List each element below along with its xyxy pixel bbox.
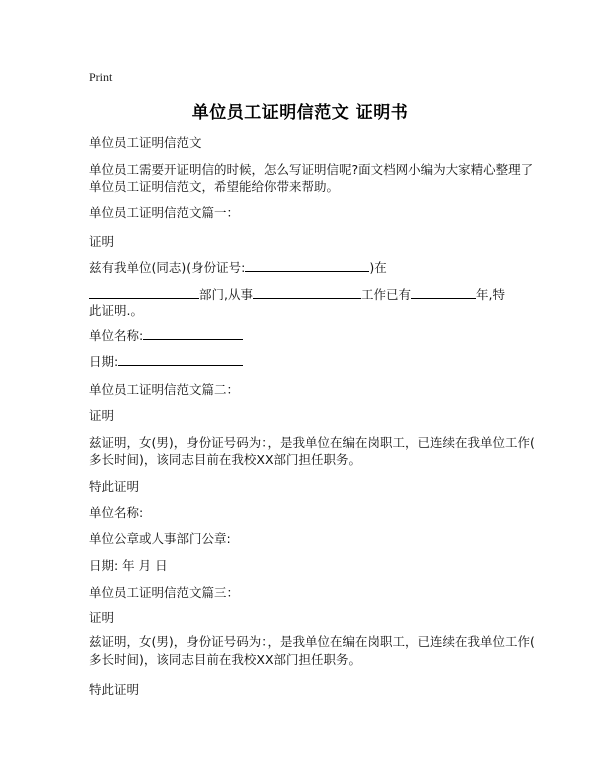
date-blank [118, 352, 243, 366]
line-2-text-c: 年,特 [476, 287, 505, 302]
intro-line-2: 单位员工证明信范文，希望能给你带来帮助。 [89, 179, 340, 194]
section-2-heading: 单位员工证明信范文篇二： [89, 382, 240, 397]
date-label: 日期: [89, 354, 119, 369]
section-1-date [89, 352, 519, 371]
department-blank [89, 285, 199, 299]
line-2-text-a: 部门,从事 [199, 287, 253, 302]
section-3-body-line-1: 兹证明，女(男)，身份证号码为：，是我单位在编在岗职工，已连续在我单位工作( [89, 634, 535, 649]
intro-heading: 单位员工证明信范文 [89, 135, 202, 150]
section-1-line-3: 此证明.。 [89, 303, 143, 318]
section-2-stamp: 单位公章或人事部门公章: [89, 531, 231, 546]
section-1-heading: 单位员工证明信范文篇一： [89, 205, 240, 220]
section-2-unit-name: 单位名称: [89, 505, 144, 520]
section-1-line-1 [89, 258, 519, 277]
unit-name-label: 单位名称: [89, 328, 144, 343]
years-blank [411, 285, 476, 299]
page-title: 单位员工证明信范文 证明书 [191, 103, 409, 123]
intro-line-1: 单位员工需要开证明信的时候，怎么写证明信呢?面文档网小编为大家精心整理了 [89, 162, 534, 177]
section-2-date: 日期: 年 月 日 [89, 558, 168, 573]
section-2-body-line-2: 多长时间)，该同志目前在我校XX部门担任职务。 [89, 452, 362, 467]
print-label: Print [89, 70, 113, 84]
section-3-body-line-2: 多长时间)，该同志目前在我校XX部门担任职务。 [89, 652, 362, 667]
section-3-heading: 单位员工证明信范文篇三： [89, 585, 240, 600]
section-2-body-line-1: 兹证明，女(男)，身份证号码为：，是我单位在编在岗职工，已连续在我单位工作( [89, 435, 535, 450]
line-1-text-b: )在 [369, 260, 387, 275]
unit-name-blank [143, 326, 243, 340]
work-blank [253, 285, 361, 299]
line-2-text-b: 工作已有 [360, 287, 411, 302]
id-number-blank [245, 258, 369, 272]
section-3-special: 特此证明 [89, 682, 140, 697]
section-1-unit-name [89, 326, 519, 345]
section-1-cert-title: 证明 [89, 234, 115, 249]
section-2-special: 特此证明 [89, 479, 140, 494]
section-2-cert-title: 证明 [89, 408, 115, 423]
line-1-text-a: 兹有我单位(同志)(身份证号: [89, 260, 246, 275]
section-3-cert-title: 证明 [89, 610, 115, 625]
